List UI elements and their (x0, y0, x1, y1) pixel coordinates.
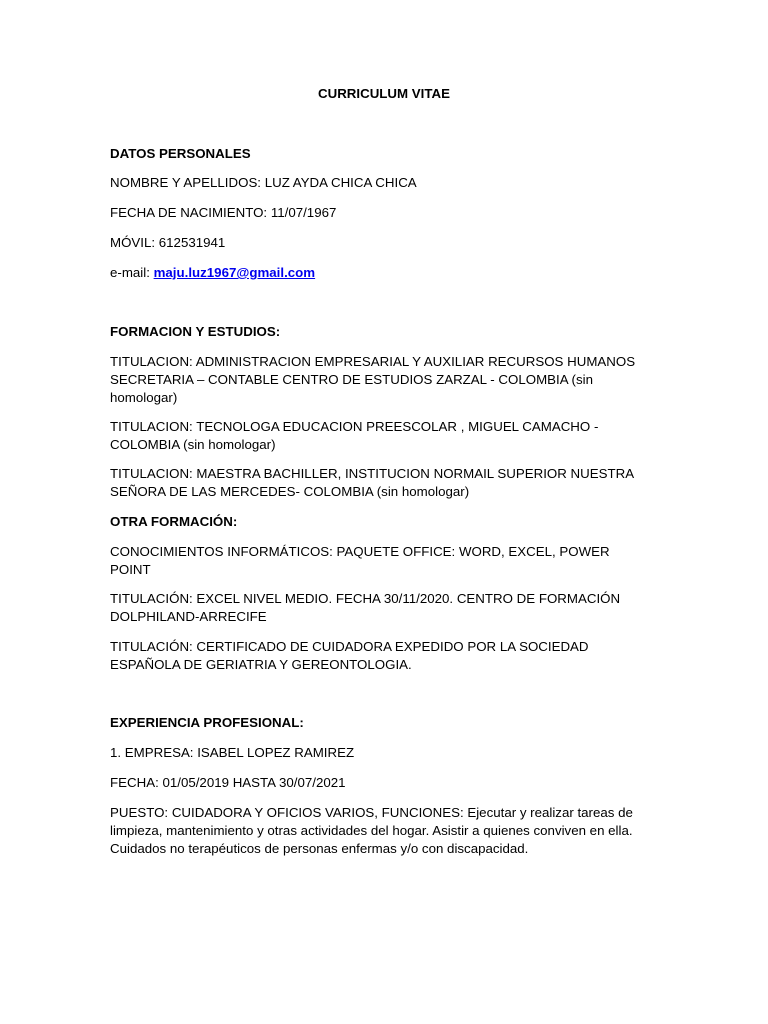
email-label: e-mail: (110, 265, 154, 280)
mobile-line: MÓVIL: 612531941 (110, 235, 226, 250)
email-line (110, 264, 640, 282)
education-item-3: TITULACION: MAESTRA BACHILLER, INSTITUCION NORMAIL SUPERIOR NUESTRA SEÑORA DE LAS MERCEDES- COLOMBIA (sin homologar) (110, 466, 634, 499)
page-title: CURRICULUM VITAE (318, 86, 450, 101)
name-line: NOMBRE Y APELLIDOS: LUZ AYDA CHICA CHICA (110, 175, 417, 190)
dates-line: FECHA: 01/05/2019 HASTA 30/07/2021 (110, 775, 346, 790)
education-item-1: TITULACION: ADMINISTRACION EMPRESARIAL Y AUXILIAR RECURSOS HUMANOS SECRETARIA – CONTABLE CENTRO DE ESTUDIOS ZARZAL - COLOMBIA (sin homologar) (110, 354, 636, 405)
other-training-item-1: CONOCIMIENTOS INFORMÁTICOS: PAQUETE OFFICE: WORD, EXCEL, POWER POINT (110, 544, 610, 577)
birth-line: FECHA DE NACIMIENTO: 11/07/1967 (110, 205, 337, 220)
other-training-heading: OTRA FORMACIÓN: (110, 514, 238, 529)
personal-heading: DATOS PERSONALES (110, 146, 251, 161)
other-training-item-2: TITULACIÓN: EXCEL NIVEL MEDIO. FECHA 30/11/2020. CENTRO DE FORMACIÓN DOLPHILAND-ARRECIFE (110, 591, 621, 624)
education-item-2: TITULACION: TECNOLOGA EDUCACION PREESCOLAR , MIGUEL CAMACHO - COLOMBIA (sin homologar) (110, 419, 599, 452)
company-line: 1. EMPRESA: ISABEL LOPEZ RAMIREZ (110, 745, 355, 760)
email-link[interactable]: maju.luz1967@gmail.com (153, 265, 316, 280)
experience-heading: EXPERIENCIA PROFESIONAL: (110, 715, 304, 730)
position-paragraph: PUESTO: CUIDADORA Y OFICIOS VARIOS, FUNCIONES: Ejecutar y realizar tareas de limpieza, mantenimiento y otras actividades del hogar. Asistir a quienes conviven en ella. Cuidados no terapéuticos de personas enfermas y/o con discapacidad. (110, 805, 633, 856)
other-training-item-3: TITULACIÓN: CERTIFICADO DE CUIDADORA EXPEDIDO POR LA SOCIEDAD ESPAÑOLA DE GERIATRIA Y GEREONTOLOGIA. (110, 639, 589, 672)
education-heading: FORMACION Y ESTUDIOS: (110, 324, 281, 339)
